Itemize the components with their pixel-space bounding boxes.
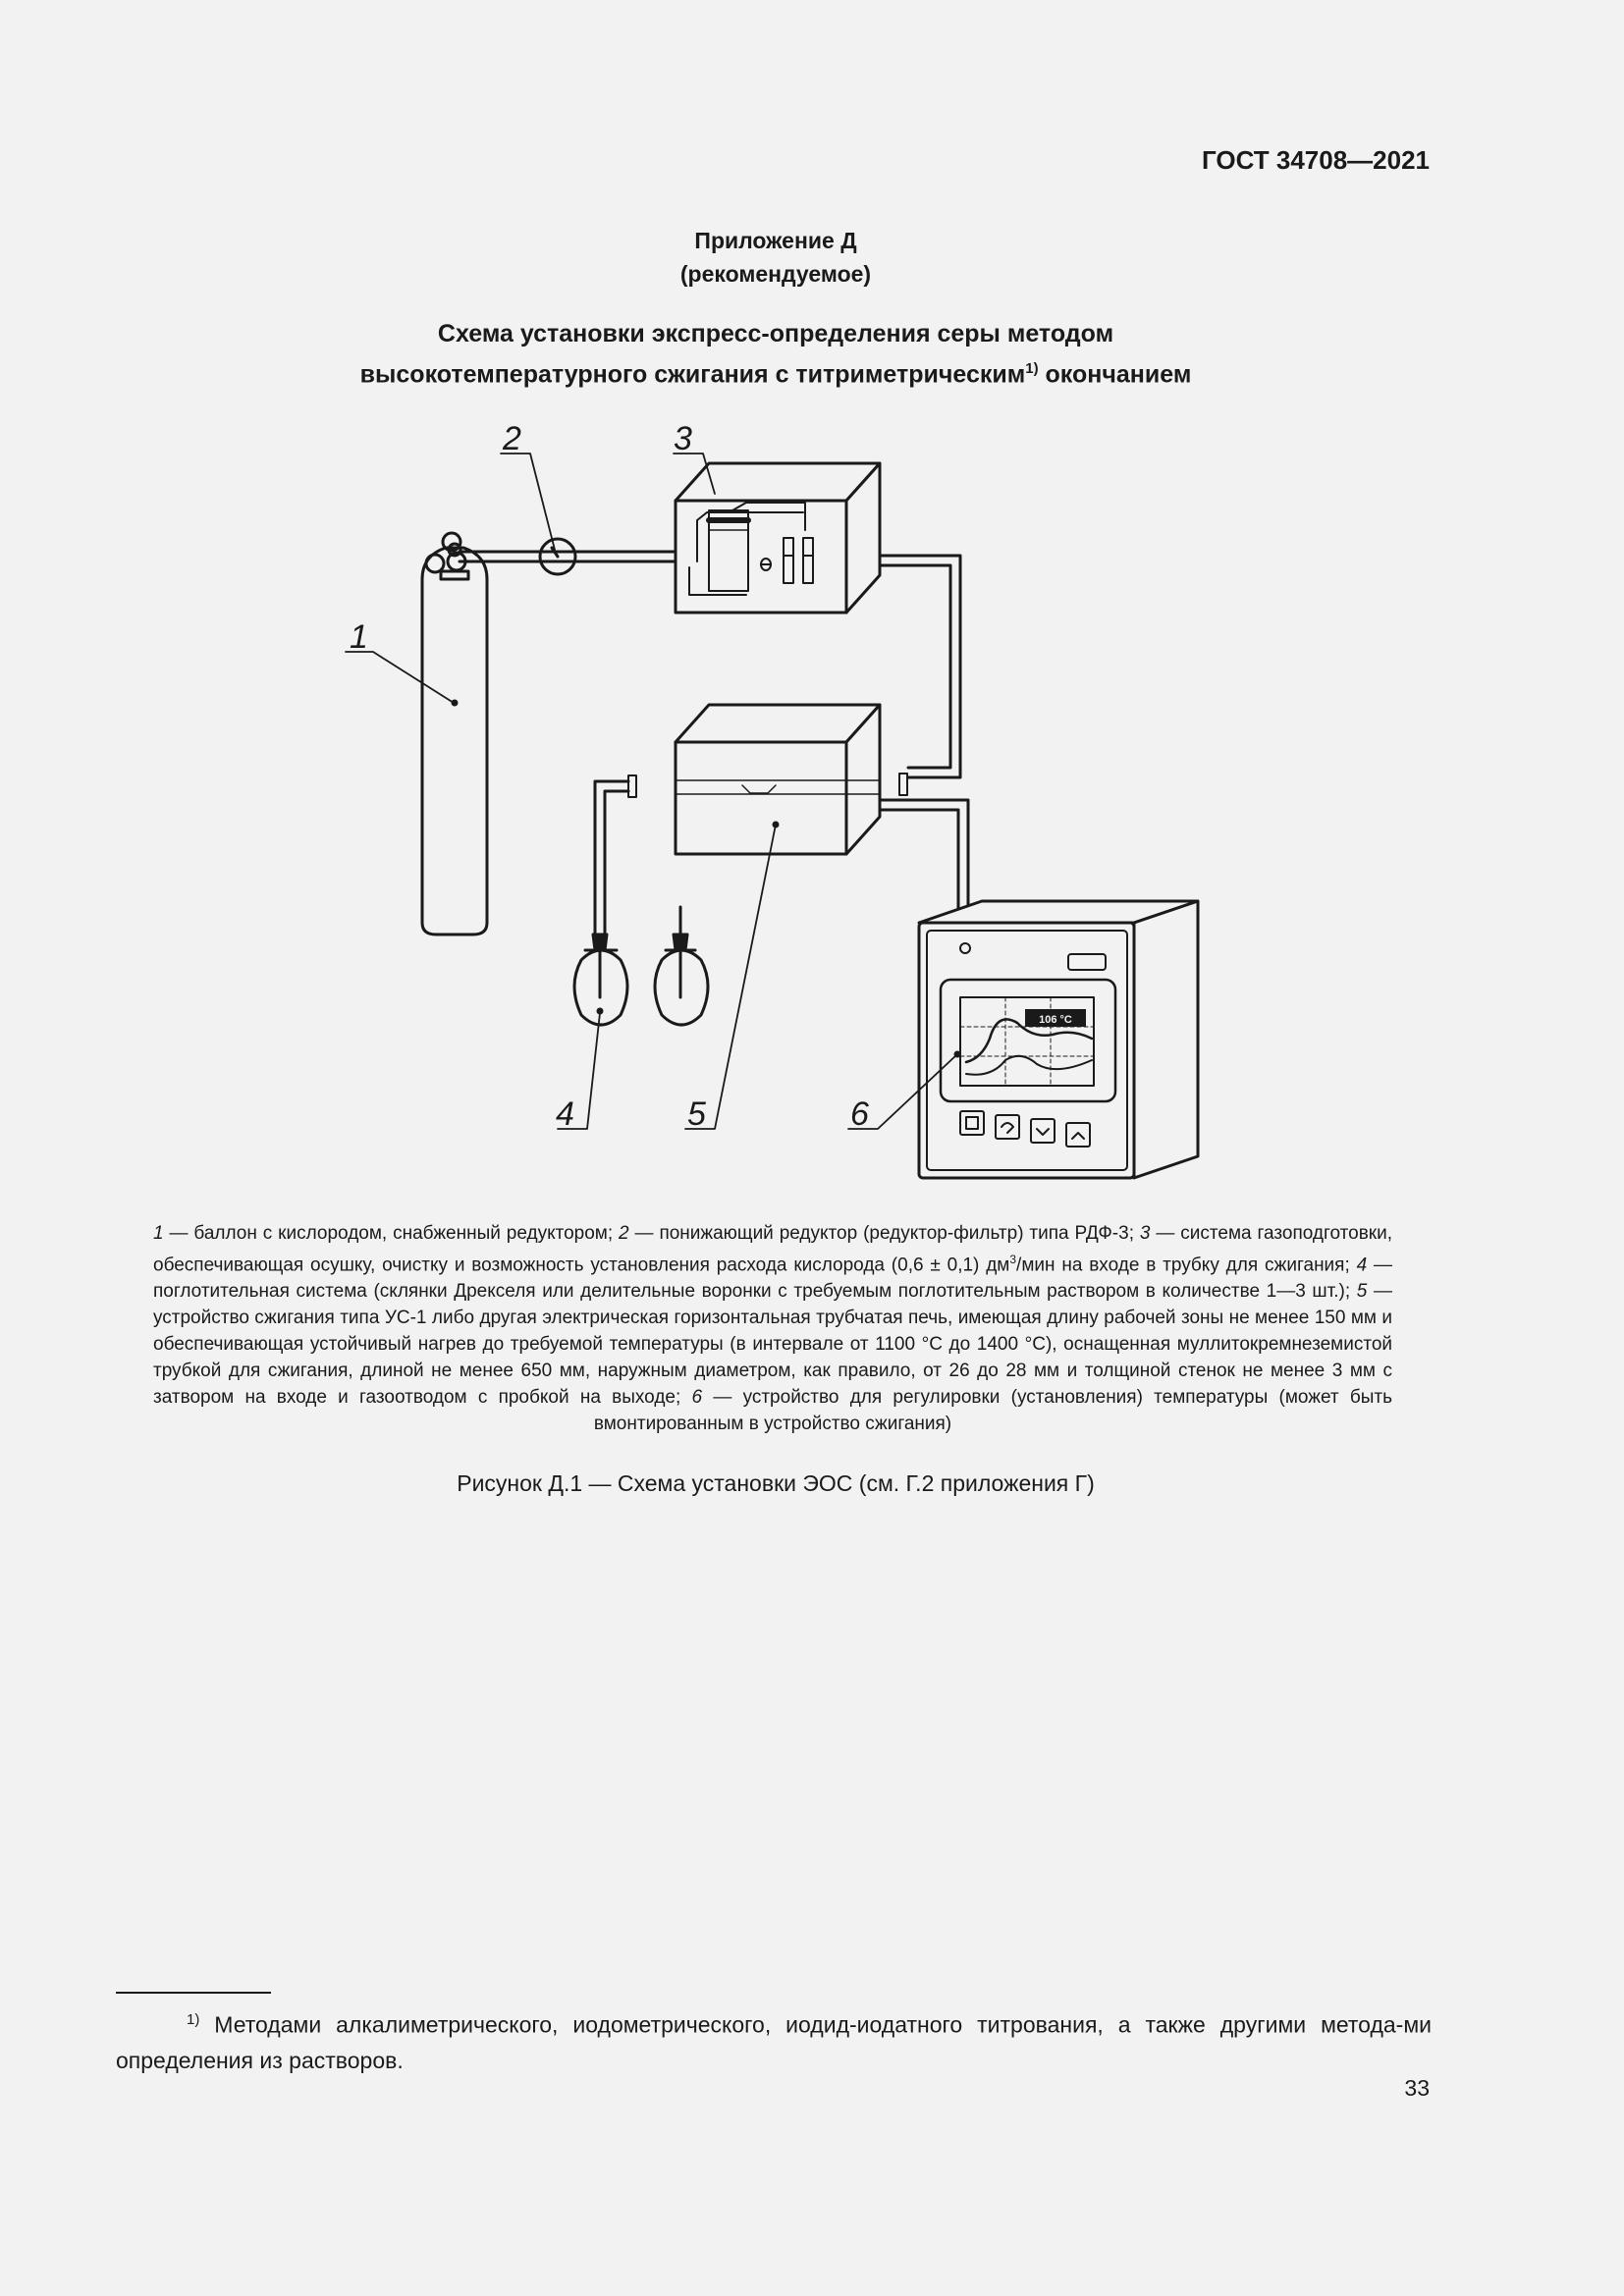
gas-cylinder-icon: [422, 533, 487, 934]
legend-text-3a: — система газоподготовки, обеспечивающая осушку, очистку и возможность установления расхода кислорода (0,6 ± 0,1) дм: [153, 1223, 1392, 1276]
pipe-cylinder-to-box3: [460, 552, 676, 561]
footnote: [116, 2002, 1432, 2078]
scheme-title-line1: Схема установки экспресс-определения серы методом: [437, 320, 1114, 347]
legend-num-2: 2: [619, 1223, 629, 1244]
legend-text-1: — баллон с кислородом, снабженный редуктором;: [163, 1223, 620, 1244]
legend-num-6: 6: [691, 1387, 703, 1409]
scheme-title-line2-end: окончанием: [1038, 360, 1192, 389]
legend-num-3: 3: [1139, 1223, 1151, 1244]
figure-caption: Рисунок Д.1 — Схема установки ЭОС (см. Г.2 приложения Г): [457, 1470, 1095, 1496]
legend-text-4: — поглотительная система (склянки Дрекселя или делительные воронки с требуемым поглотительным раствором в количестве 1—3 шт.);: [153, 1255, 1392, 1303]
figure-label-6: 6: [850, 1095, 869, 1133]
regulator-device-icon: [919, 901, 1198, 1178]
figure-label-4: 4: [556, 1095, 574, 1133]
figure-label-5: 5: [687, 1095, 706, 1133]
legend-num-5: 5: [1356, 1281, 1368, 1303]
pipe-furnace-to-absorbers: [595, 781, 628, 942]
legend-text-5: — устройство сжигания типа УС-1 либо другая электрическая горизонтальная трубчатая печь, имеющая длину рабочей зоны не менее 150 мм и обеспечивающая устойчивый нагрев до требуемой температуры (в интервале от 1100 °С до 1400 °С), оснащенная муллитокремнеземистой трубкой для сжигания, длиной не менее 650 мм, наружным диаметром, как правило, от 26 до 28 мм и толщиной стенок не менее 3 мм с затвором на входе и газоотводом с пробкой на выходе;: [153, 1281, 1392, 1409]
figure-label-1: 1: [350, 618, 368, 656]
legend-text-2: — понижающий редуктор (редуктор-фильтр) типа РДФ-3;: [628, 1223, 1140, 1244]
footnote-ref: 1): [1025, 360, 1039, 377]
page-number: 33: [1404, 2075, 1430, 2101]
combustion-furnace-icon: [628, 705, 907, 854]
legend-text-3sup: 3: [1009, 1253, 1017, 1266]
figure-label-2: 2: [503, 420, 521, 457]
annex-title: Приложение Д: [694, 228, 857, 253]
footnote-mark: 1): [187, 2011, 200, 2028]
display-readout: 106 °C: [1039, 1014, 1072, 1026]
footnote-separator: [116, 1992, 271, 1994]
legend-text-3b: /мин на входе в трубку для сжигания;: [1016, 1255, 1357, 1276]
scheme-title-line2-text: высокотемпературного сжигания с титриметрическим: [359, 360, 1026, 389]
pressure-reducer-icon: [540, 539, 575, 574]
legend-num-1: 1: [153, 1223, 164, 1244]
figure-legend: [153, 1220, 1392, 1437]
legend-text-6: — устройство для регулировки (установления) температуры (может быть вмонтированным в устройство сжигания): [593, 1387, 1392, 1435]
annex-status: (рекомендуемое): [679, 261, 872, 287]
legend-num-4: 4: [1356, 1255, 1368, 1276]
document-code: ГОСТ 34708—2021: [1202, 145, 1430, 175]
gas-preparation-box-icon: [676, 463, 880, 613]
figure-label-3: 3: [674, 420, 692, 457]
footnote-text: Методами алкалиметрического, иодометрического, иодид-иодатного титрования, а также другими метода-ми определения из растворов.: [116, 2011, 1432, 2073]
